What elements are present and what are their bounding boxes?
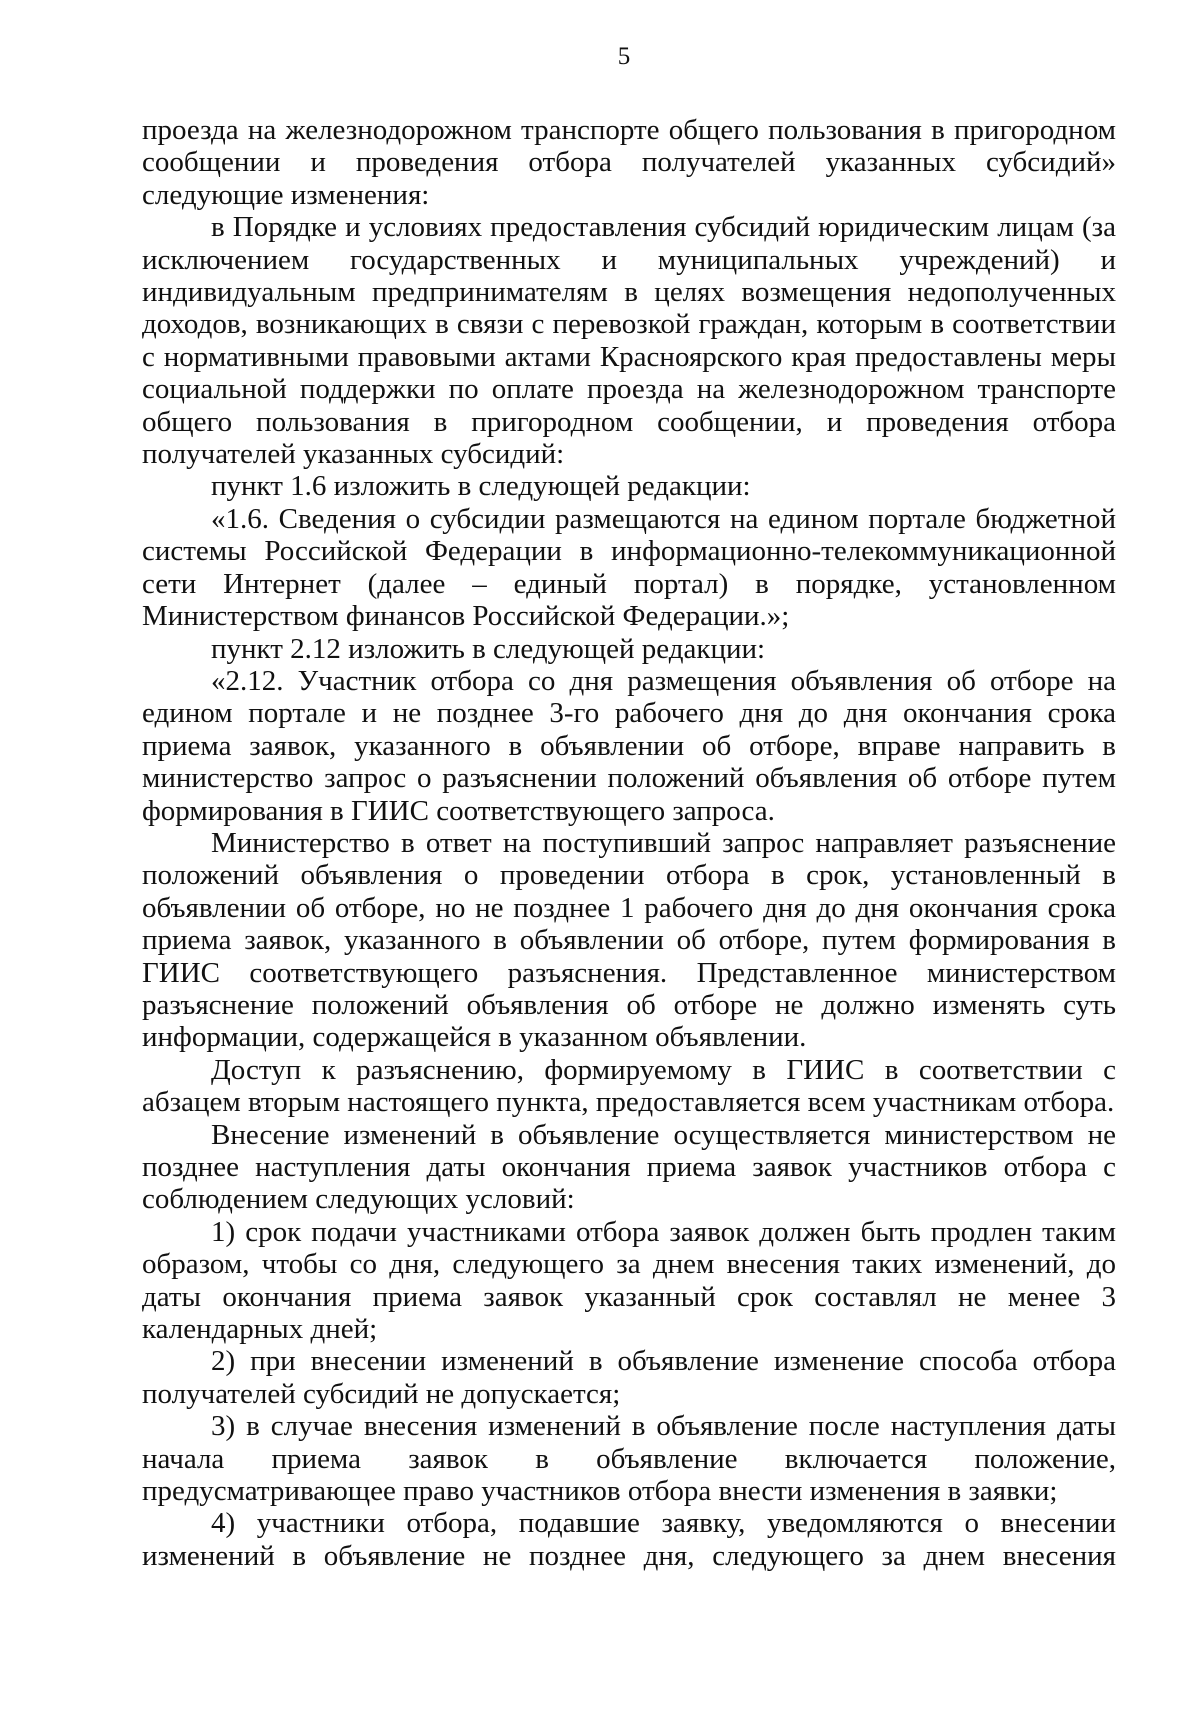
- paragraph-procedure-intro: в Порядке и условиях предоставления субсидий юридическим лицам (за исключением государственных и муниципальных учреждений) и индивидуальным предпринимателям в целях возмещения недополученных доходов, возникающих в связи с перевозкой граждан, которым в соответствии с нормативными правовыми актами Красноярского края предоставлены меры социальной поддержки по оплате проезда на железнодорожном транспорте общего пользования в пригородном сообщении, и проведения отбора получателей указанных субсидий:: [142, 211, 1116, 471]
- paragraph-ministry-response: Министерство в ответ на поступивший запрос направляет разъяснение положений объявления о проведении отбора в срок, установленный в объявлении об отборе, но не позднее 1 рабочего дня до дня окончания срока приема заявок, указанного в объявлении об отборе, путем формирования в ГИИС соответствующего разъяснения. Представленное министерством разъяснение положений объявления об отборе не должно изменять суть информации, содержащейся в указанном объявлении.: [142, 826, 1116, 1054]
- paragraph-access-clarification: Доступ к разъяснению, формируемому в ГИИС в соответствии с абзацем вторым настоящего пункта, предоставляется всем участникам отбора.: [142, 1053, 1116, 1119]
- paragraph-item-2-12-heading: пункт 2.12 изложить в следующей редакции:: [211, 632, 766, 665]
- paragraph-item-1-6-text: «1.6. Сведения о субсидии размещаются на едином портале бюджетной системы Российской Федерации в информационно-телекоммуникационной сети Интернет (далее – единый портал) в порядке, установленном Министерством финансов Российской Федерации.»;: [142, 502, 1116, 633]
- list-item-condition-4: 4) участники отбора, подавшие заявку, уведомляются о внесении изменений в объявление не позднее дня, следующего за днем внесения: [142, 1507, 1116, 1572]
- paragraph-amendments-conditions: Внесение изменений в объявление осуществляется министерством не позднее наступления даты окончания приема заявок участников отбора с соблюдением следующих условий:: [142, 1118, 1116, 1216]
- document-body: [142, 114, 1116, 1572]
- paragraph-item-2-12-text: «2.12. Участник отбора со дня размещения объявления об отборе на едином портале и не позднее 3-го рабочего дня до дня окончания срока приема заявок, указанного в объявлении об отборе, вправе направить в министерство запрос о разъяснении положений объявления об отборе путем формирования в ГИИС соответствующего запроса.: [142, 664, 1116, 827]
- paragraph-item-1-6-heading: пункт 1.6 изложить в следующей редакции:: [211, 470, 751, 503]
- list-item-condition-3: 3) в случае внесения изменений в объявление после наступления даты начала приема заявок в объявление включается положение, предусматривающее право участников отбора внести изменения в заявки;: [142, 1410, 1116, 1508]
- list-item-condition-1: 1) срок подачи участниками отбора заявок должен быть продлен таким образом, чтобы со дня, следующего за днем внесения таких изменений, до даты окончания приема заявок указанный срок составлял не менее 3 календарных дней;: [142, 1215, 1116, 1346]
- list-item-condition-2: 2) при внесении изменений в объявление изменение способа отбора получателей субсидий не допускается;: [142, 1345, 1116, 1410]
- page-number: 5: [617, 43, 631, 70]
- paragraph-continuation: проезда на железнодорожном транспорте общего пользования в пригородном сообщении и проведения отбора получателей указанных субсидий» следующие изменения:: [142, 114, 1116, 211]
